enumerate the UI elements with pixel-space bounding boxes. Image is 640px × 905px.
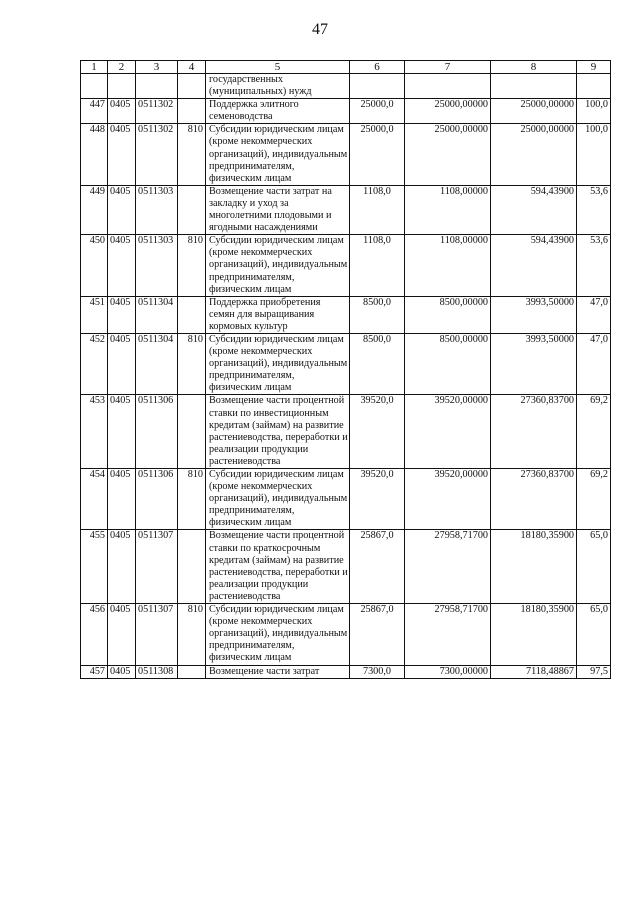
budget-list-amount-cell: 7300,00000	[405, 665, 491, 678]
approved-amount-cell: 39520,0	[350, 395, 405, 469]
row-number-cell: 457	[81, 665, 108, 678]
row-number-cell: 452	[81, 333, 108, 394]
target-article-cell: 0511307	[136, 604, 178, 665]
column-header-9: 9	[577, 61, 611, 74]
expense-type-cell: 810	[178, 604, 206, 665]
expense-type-cell	[178, 74, 206, 99]
approved-amount-cell: 25000,0	[350, 99, 405, 124]
row-number-cell: 456	[81, 604, 108, 665]
execution-percent-cell: 65,0	[577, 530, 611, 604]
target-article-cell: 0511304	[136, 296, 178, 333]
section-code-cell: 0405	[108, 99, 136, 124]
column-header-4: 4	[178, 61, 206, 74]
budget-list-amount-cell: 39520,00000	[405, 395, 491, 469]
section-code-cell: 0405	[108, 296, 136, 333]
target-article-cell: 0511306	[136, 469, 178, 530]
budget-list-amount-cell: 8500,00000	[405, 296, 491, 333]
execution-percent-cell: 53,6	[577, 185, 611, 234]
section-code-cell: 0405	[108, 124, 136, 185]
execution-percent-cell: 47,0	[577, 333, 611, 394]
row-number-cell	[81, 74, 108, 99]
expense-type-cell	[178, 395, 206, 469]
target-article-cell: 0511303	[136, 185, 178, 234]
table-row	[81, 296, 611, 333]
row-number-cell: 451	[81, 296, 108, 333]
execution-percent-cell: 69,2	[577, 395, 611, 469]
execution-percent-cell: 100,0	[577, 124, 611, 185]
section-code-cell: 0405	[108, 185, 136, 234]
target-article-cell: 0511306	[136, 395, 178, 469]
row-number-cell: 455	[81, 530, 108, 604]
section-code-cell: 0405	[108, 665, 136, 678]
description-cell: Возмещение части затрат на закладку и уход за многолетними плодовыми и ягодными насаждениями	[206, 185, 350, 234]
row-number-cell: 448	[81, 124, 108, 185]
executed-amount-cell: 25000,00000	[491, 99, 577, 124]
budget-list-amount-cell: 1108,00000	[405, 235, 491, 296]
table-row	[81, 604, 611, 665]
executed-amount-cell: 18180,35900	[491, 604, 577, 665]
budget-list-amount-cell: 1108,00000	[405, 185, 491, 234]
budget-list-amount-cell: 8500,00000	[405, 333, 491, 394]
executed-amount-cell: 3993,50000	[491, 333, 577, 394]
execution-percent-cell: 65,0	[577, 604, 611, 665]
execution-percent-cell: 97,5	[577, 665, 611, 678]
section-code-cell: 0405	[108, 235, 136, 296]
execution-percent-cell: 47,0	[577, 296, 611, 333]
column-header-3: 3	[136, 61, 178, 74]
description-cell: Возмещение части процентной ставки по инвестиционным кредитам (займам) на развитие растениеводства, переработки и реализации продукции растениеводства	[206, 395, 350, 469]
column-header-8: 8	[491, 61, 577, 74]
budget-list-amount-cell: 25000,00000	[405, 124, 491, 185]
executed-amount-cell: 25000,00000	[491, 124, 577, 185]
target-article-cell: 0511308	[136, 665, 178, 678]
description-cell: Субсидии юридическим лицам (кроме некоммерческих организаций), индивидуальным предпринимателям, физическим лицам	[206, 469, 350, 530]
column-header-2: 2	[108, 61, 136, 74]
description-cell: Поддержка элитного семеноводства	[206, 99, 350, 124]
row-number-cell: 447	[81, 99, 108, 124]
column-header-6: 6	[350, 61, 405, 74]
description-cell: Субсидии юридическим лицам (кроме некоммерческих организаций), индивидуальным предпринимателям, физическим лицам	[206, 604, 350, 665]
approved-amount-cell: 8500,0	[350, 296, 405, 333]
executed-amount-cell: 7118,48867	[491, 665, 577, 678]
table-row	[81, 235, 611, 296]
executed-amount-cell	[491, 74, 577, 99]
approved-amount-cell: 39520,0	[350, 469, 405, 530]
execution-percent-cell	[577, 74, 611, 99]
target-article-cell: 0511302	[136, 99, 178, 124]
description-cell: Субсидии юридическим лицам (кроме некоммерческих организаций), индивидуальным предпринимателям, физическим лицам	[206, 235, 350, 296]
section-code-cell: 0405	[108, 530, 136, 604]
approved-amount-cell	[350, 74, 405, 99]
budget-list-amount-cell: 39520,00000	[405, 469, 491, 530]
budget-list-amount-cell: 27958,71700	[405, 604, 491, 665]
expense-type-cell	[178, 530, 206, 604]
budget-table	[80, 60, 611, 679]
target-article-cell: 0511303	[136, 235, 178, 296]
approved-amount-cell: 25867,0	[350, 530, 405, 604]
section-code-cell: 0405	[108, 469, 136, 530]
section-code-cell	[108, 74, 136, 99]
approved-amount-cell: 7300,0	[350, 665, 405, 678]
table-row	[81, 74, 611, 99]
table-body	[81, 74, 611, 679]
section-code-cell: 0405	[108, 395, 136, 469]
table-row	[81, 395, 611, 469]
expense-type-cell	[178, 296, 206, 333]
execution-percent-cell: 53,6	[577, 235, 611, 296]
row-number-cell: 453	[81, 395, 108, 469]
expense-type-cell: 810	[178, 469, 206, 530]
table-row	[81, 185, 611, 234]
table-row	[81, 333, 611, 394]
table-row	[81, 530, 611, 604]
expense-type-cell: 810	[178, 124, 206, 185]
table-row	[81, 665, 611, 678]
column-header-1: 1	[81, 61, 108, 74]
section-code-cell: 0405	[108, 333, 136, 394]
target-article-cell: 0511307	[136, 530, 178, 604]
target-article-cell: 0511304	[136, 333, 178, 394]
expense-type-cell: 810	[178, 333, 206, 394]
description-cell: Возмещение части затрат	[206, 665, 350, 678]
expense-type-cell	[178, 185, 206, 234]
executed-amount-cell: 594,43900	[491, 185, 577, 234]
budget-list-amount-cell	[405, 74, 491, 99]
budget-list-amount-cell: 27958,71700	[405, 530, 491, 604]
execution-percent-cell: 69,2	[577, 469, 611, 530]
header-row	[81, 61, 611, 74]
target-article-cell	[136, 74, 178, 99]
budget-list-amount-cell: 25000,00000	[405, 99, 491, 124]
description-cell: государственных (муниципальных) нужд	[206, 74, 350, 99]
table-row	[81, 99, 611, 124]
description-cell: Поддержка приобретения семян для выращивания кормовых культур	[206, 296, 350, 333]
row-number-cell: 449	[81, 185, 108, 234]
expense-type-cell	[178, 665, 206, 678]
description-cell: Субсидии юридическим лицам (кроме некоммерческих организаций), индивидуальным предпринимателям, физическим лицам	[206, 124, 350, 185]
column-header-7: 7	[405, 61, 491, 74]
approved-amount-cell: 25000,0	[350, 124, 405, 185]
expense-type-cell: 810	[178, 235, 206, 296]
description-cell: Субсидии юридическим лицам (кроме некоммерческих организаций), индивидуальным предпринимателям, физическим лицам	[206, 333, 350, 394]
executed-amount-cell: 27360,83700	[491, 469, 577, 530]
executed-amount-cell: 18180,35900	[491, 530, 577, 604]
column-header-5: 5	[206, 61, 350, 74]
execution-percent-cell: 100,0	[577, 99, 611, 124]
executed-amount-cell: 3993,50000	[491, 296, 577, 333]
table-row	[81, 124, 611, 185]
page-number: 47	[312, 21, 328, 38]
target-article-cell: 0511302	[136, 124, 178, 185]
executed-amount-cell: 594,43900	[491, 235, 577, 296]
row-number-cell: 450	[81, 235, 108, 296]
approved-amount-cell: 25867,0	[350, 604, 405, 665]
approved-amount-cell: 1108,0	[350, 185, 405, 234]
executed-amount-cell: 27360,83700	[491, 395, 577, 469]
row-number-cell: 454	[81, 469, 108, 530]
table-row	[81, 469, 611, 530]
expense-type-cell	[178, 99, 206, 124]
approved-amount-cell: 8500,0	[350, 333, 405, 394]
section-code-cell: 0405	[108, 604, 136, 665]
description-cell: Возмещение части процентной ставки по краткосрочным кредитам (займам) на развитие растениеводства, переработки и реализации продукции растениеводства	[206, 530, 350, 604]
approved-amount-cell: 1108,0	[350, 235, 405, 296]
